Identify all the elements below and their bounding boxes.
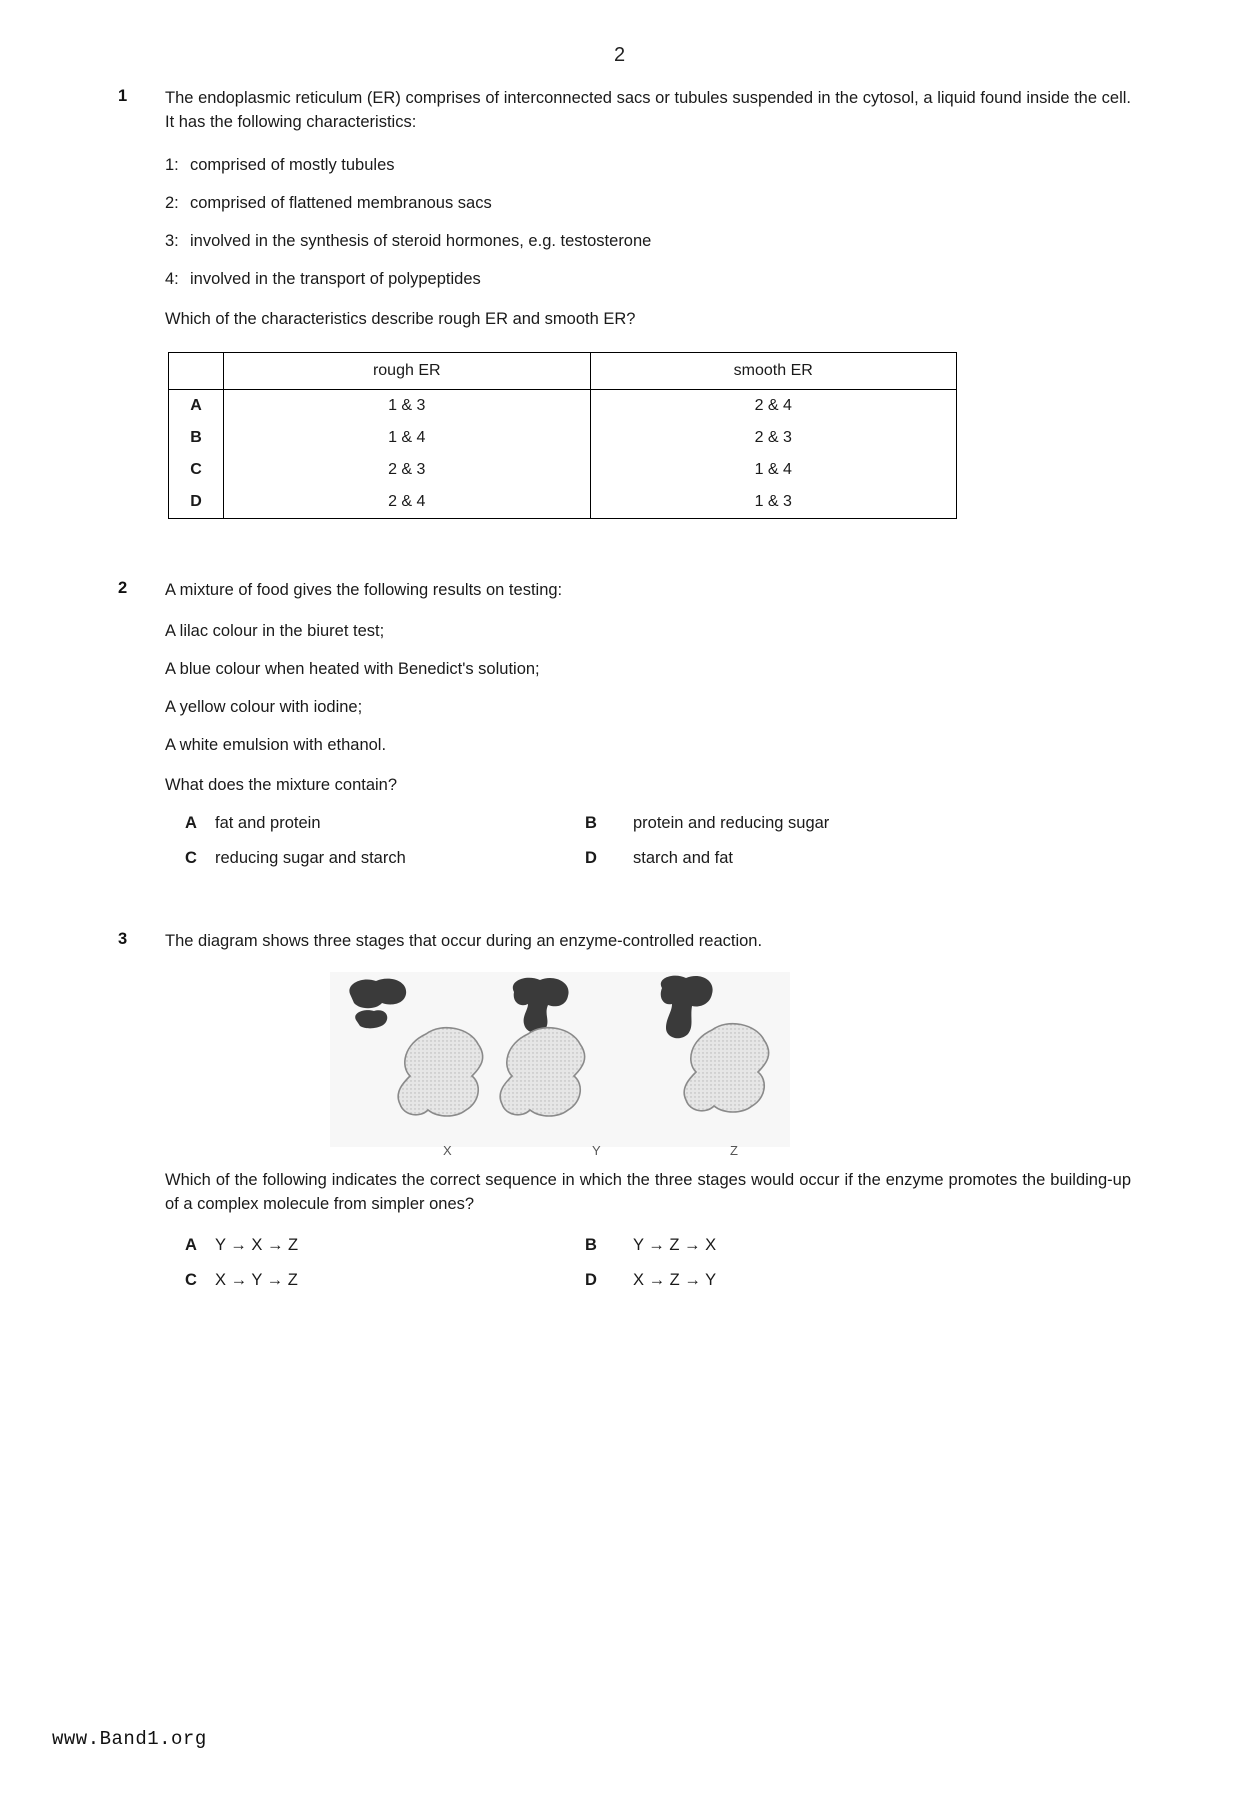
option-letter: B	[169, 422, 224, 454]
section-spacer	[118, 519, 1131, 579]
cell-smooth-er: 2 & 3	[590, 422, 957, 454]
cell-rough-er: 2 & 4	[224, 486, 591, 519]
question-1-characteristics	[165, 154, 1131, 292]
observation-line: A yellow colour with iodine;	[165, 698, 363, 717]
option-text-a[interactable]: Y → X → Z	[215, 1235, 299, 1254]
question-3-body	[165, 930, 1131, 1290]
question-2-stem: A mixture of food gives the following results on testing:	[165, 580, 563, 599]
table-header-rough-er: rough ER	[224, 352, 591, 389]
question-3-follow-up: Which of the following indicates the correct sequence in which the three stages would occur if the enzyme promotes the building-up of a complex molecule from simpler ones?	[165, 1171, 1131, 1213]
option-text-c[interactable]: X → Y → Z	[215, 1270, 298, 1289]
question-2-follow-up: What does the mixture contain?	[165, 776, 398, 795]
stage-x-group	[349, 979, 482, 1116]
question-3	[118, 930, 1131, 1290]
question-1-body	[165, 87, 1131, 519]
table-row[interactable]	[169, 389, 957, 422]
stage-y-group	[500, 978, 585, 1116]
characteristic-item	[165, 230, 1131, 254]
enzyme-reaction-diagram	[330, 972, 790, 1159]
characteristic-item	[165, 154, 1131, 178]
question-1-stem: The endoplasmic reticulum (ER) comprises of interconnected sacs or tubules suspended in the cytosol, a liquid found inside the cell. It has the following characteristics:	[165, 89, 1131, 131]
observation-line: A blue colour when heated with Benedict's solution;	[165, 660, 540, 679]
characteristic-label: 3:	[165, 231, 179, 250]
cell-smooth-er: 1 & 4	[590, 454, 957, 486]
section-spacer	[118, 868, 1131, 930]
characteristic-text: comprised of mostly tubules	[190, 155, 395, 174]
characteristic-item	[165, 268, 1131, 292]
question-3-number: 3	[118, 930, 128, 949]
characteristic-text: involved in the synthesis of steroid hormones, e.g. testosterone	[190, 231, 652, 250]
cell-smooth-er: 2 & 4	[590, 389, 957, 422]
characteristic-label: 2:	[165, 193, 179, 212]
table-header-smooth-er: smooth ER	[590, 352, 957, 389]
table-row[interactable]	[169, 454, 957, 486]
page-content	[0, 87, 1239, 1290]
option-letter-d: D	[585, 1270, 597, 1289]
question-1-follow-up: Which of the characteristics describe rough ER and smooth ER?	[165, 309, 636, 328]
option-text-a[interactable]: fat and protein	[215, 814, 321, 833]
option-text-b[interactable]: protein and reducing sugar	[633, 814, 830, 833]
diagram-label-y: Y	[592, 1143, 601, 1159]
cell-rough-er: 1 & 4	[224, 422, 591, 454]
stage-z-group	[661, 976, 769, 1112]
enzyme-stages-svg	[330, 972, 790, 1147]
option-text-d[interactable]: X → Z → Y	[633, 1270, 717, 1289]
question-3-options	[185, 1236, 1131, 1290]
option-letter-c: C	[185, 1270, 197, 1289]
question-2-options	[185, 814, 1131, 868]
observation-line: A white emulsion with ethanol.	[165, 736, 387, 755]
question-1	[118, 87, 1131, 519]
exam-page	[0, 44, 1239, 1798]
option-letter: D	[169, 486, 224, 519]
option-letter-a: A	[185, 814, 197, 833]
question-3-stem: The diagram shows three stages that occur during an enzyme-controlled reaction.	[165, 932, 763, 951]
option-letter-c: C	[185, 849, 197, 868]
option-letter-d: D	[585, 849, 597, 868]
option-letter-b: B	[585, 814, 597, 833]
table-header-blank	[169, 352, 224, 389]
option-letter-a: A	[185, 1235, 197, 1254]
table-row[interactable]	[169, 422, 957, 454]
option-letter-b: B	[585, 1235, 597, 1254]
characteristic-label: 4:	[165, 269, 179, 288]
observation-line: A lilac colour in the biuret test;	[165, 622, 385, 641]
option-text-c[interactable]: reducing sugar and starch	[215, 849, 406, 868]
cell-rough-er: 2 & 3	[224, 454, 591, 486]
question-1-number: 1	[118, 87, 128, 105]
page-footer: www.Band1.org	[52, 1728, 207, 1750]
characteristic-label: 1:	[165, 155, 179, 174]
question-2-observations	[165, 620, 1131, 758]
option-letter: A	[169, 389, 224, 422]
page-number: 2	[613, 44, 626, 66]
cell-smooth-er: 1 & 3	[590, 486, 957, 519]
question-1-answer-table	[168, 352, 957, 519]
option-text-d[interactable]: starch and fat	[633, 849, 733, 868]
question-2-number: 2	[118, 578, 128, 597]
option-text-b[interactable]: Y → Z → X	[633, 1235, 717, 1254]
table-row[interactable]	[169, 486, 957, 519]
characteristic-item	[165, 192, 1131, 216]
table-header-row	[169, 352, 957, 389]
characteristic-text: comprised of flattened membranous sacs	[190, 193, 492, 212]
question-2-body	[165, 579, 1131, 869]
diagram-label-x: X	[443, 1143, 452, 1159]
diagram-label-z: Z	[730, 1143, 738, 1159]
cell-rough-er: 1 & 3	[224, 389, 591, 422]
question-2	[118, 579, 1131, 869]
option-letter: C	[169, 454, 224, 486]
characteristic-text: involved in the transport of polypeptides	[190, 269, 481, 288]
